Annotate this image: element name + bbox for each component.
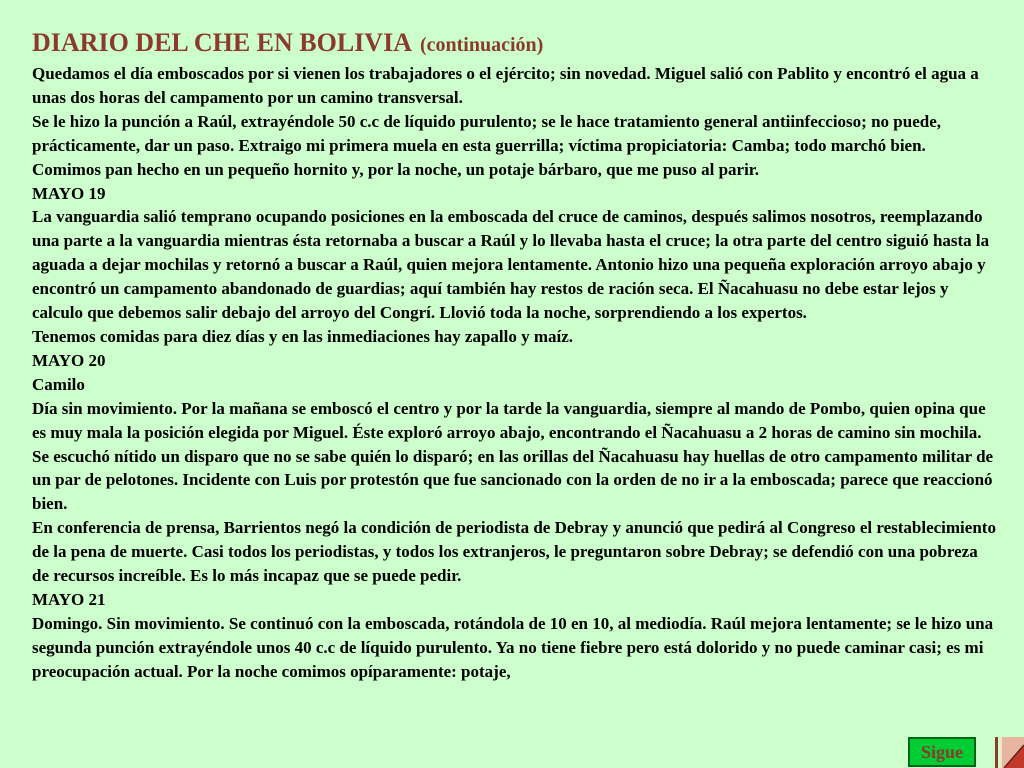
slide-title [32, 22, 543, 59]
date-heading: MAYO 20 [32, 350, 106, 370]
date-heading: MAYO 19 [32, 183, 106, 203]
paragraph: Quedamos el día emboscados por si vienen los trabajadores o el ejército; sin novedad. Miguel salió con Pablito y encontró el agua a unas dos horas del campamento por un camino transversal. [32, 64, 979, 107]
next-button[interactable]: Sigue [908, 737, 976, 767]
paragraph: Domingo. Sin movimiento. Se continuó con la emboscada, rotándola de 10 en 10, al mediodía. Raúl mejora lentamente; se le hizo una segunda punción extrayéndole unos 40 c.c de líquido purulento. Ya no tiene fiebre pero está dolorido y no puede caminar casi; es mi preocupación actual. Por la noche comimos opíparamente: potaje, [32, 613, 994, 681]
paragraph: La vanguardia salió temprano ocupando posiciones en la emboscada del cruce de caminos, después salimos nosotros, reemplazando una parte a la vanguardia mientras ésta retornaba a buscar a Raúl y lo llevaba hasta el cruce; la otra parte del centro siguió hasta la aguada a dejar mochilas y retornó a buscar a Raúl, quien mejora lentamente. Antonio hizo una pequeña exploración arroyo abajo y encontró un campamento abandonado de guardias; aquí también hay restos de ración seca. El Ñacahuasu no debe estar lejos y calculo que debemos salir debajo del arroyo del Congrí. Llovió toda la noche, sorprendiendo a los expertos. [32, 207, 990, 323]
paragraph: Se le hizo la punción a Raúl, extrayéndole 50 c.c de líquido purulento; se le hace tratamiento general antiinfeccioso; no puede, prácticamente, dar un paso. Extraigo mi primera muela en esta guerrilla; víctima propiciatoria: Camba; todo marchó bien. Comimos pan hecho en un pequeño hornito y, por la noche, un potaje bárbaro, que me puso al parir. [32, 111, 941, 179]
date-heading: MAYO 21 [32, 589, 106, 609]
title-main: DIARIO DEL CHE EN BOLIVIA [32, 28, 412, 57]
paragraph: Día sin movimiento. Por la mañana se emboscó el centro y por la tarde la vanguardia, siempre al mando de Pombo, quien opina que es muy mala la posición elegida por Miguel. Éste exploró arroyo abajo, encontrando el Ñacahuasu a 2 horas de camino sin mochila. Se escuchó nítido un disparo que no se sabe quién lo disparó; en las orillas del Ñacahuasu hay huellas de otro campamento militar de un par de pelotones. Incidente con Luis por protestón que fue sancionado con la orden de no ir a la emboscada; parece que reaccionó bien. [32, 398, 994, 514]
diary-text [32, 62, 996, 684]
paragraph: En conferencia de prensa, Barrientos negó la condición de periodista de Debray y anunció que pedirá al Congreso el restablecimiento de la pena de muerte. Casi todos los periodistas, y todos los extranjeros, le preguntaron sobre Debray; se defendió con una pobreza de recursos increíble. Es lo más incapaz que se puede pedir. [32, 518, 996, 586]
paragraph: Camilo [32, 374, 85, 394]
title-suffix: (continuación) [419, 34, 544, 56]
paragraph: Tenemos comidas para diez días y en las inmediaciones hay zapallo y maíz. [32, 326, 574, 346]
book-corner-icon[interactable] [992, 737, 1024, 768]
